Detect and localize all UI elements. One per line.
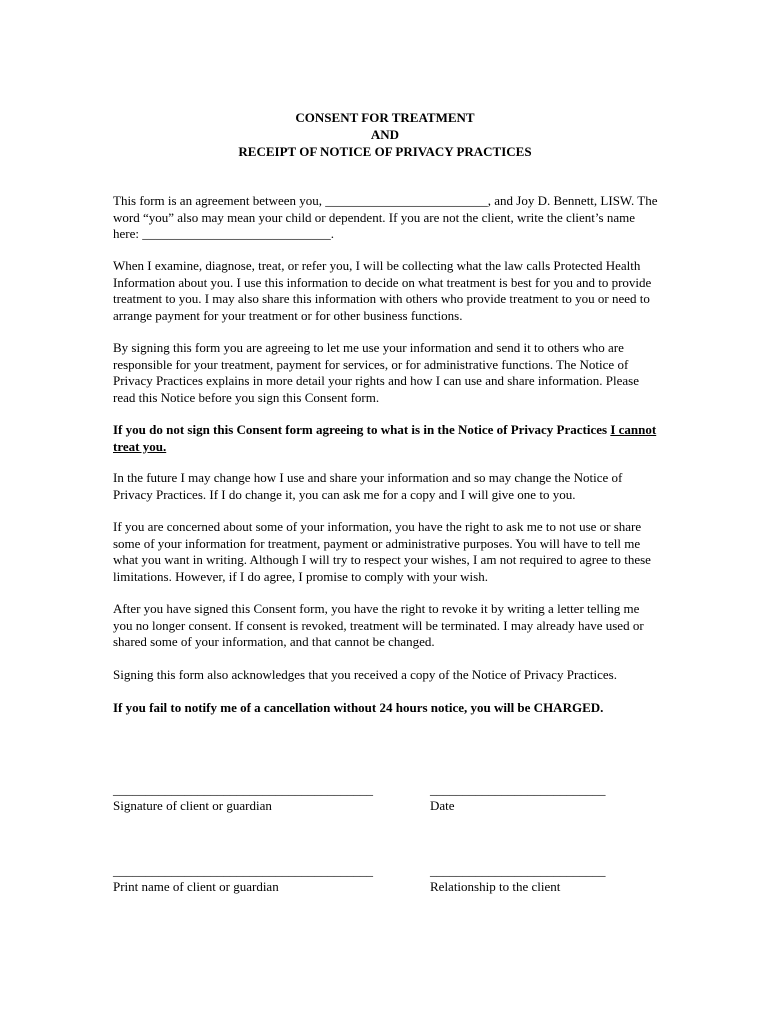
revoke-consent-paragraph: After you have signed this Consent form, you have the right to revoke it by writing a letter telling me you no longer consent. If consent is revoked, treatment will be terminated. I may already have used or shared some of your information, and that cannot be changed. xyxy=(113,601,644,649)
cannot-treat-emphasis: I cannot treat you. xyxy=(113,422,657,454)
print-name-label: Print name of client or guardian xyxy=(113,879,279,894)
agreement-text-a: This form is an agreement between you, xyxy=(113,193,326,208)
title-line-1: CONSENT FOR TREATMENT xyxy=(295,110,475,125)
cannot-treat-paragraph xyxy=(113,422,661,455)
title-line-3: RECEIPT OF NOTICE OF PRIVACY PRACTICES xyxy=(238,144,532,159)
relationship-label: Relationship to the client xyxy=(430,879,561,894)
agreement-paragraph xyxy=(113,193,661,243)
date-label: Date xyxy=(430,798,455,813)
title-line-2: AND xyxy=(370,127,400,142)
acknowledgement-paragraph: Signing this form also acknowledges that you received a copy of the Notice of Privacy Practices. xyxy=(113,667,617,682)
cannot-treat-text: If you do not sign this Consent form agreeing to what is in the Notice of Privacy Practices xyxy=(113,422,611,437)
relationship-field-line[interactable]: ___________________________ xyxy=(430,863,606,878)
dependent-name-blank[interactable]: _____________________________ xyxy=(142,226,331,241)
future-changes-paragraph: In the future I may change how I use and share your information and so may change the Notice of Privacy Practices. If I do change it, you can ask me for a copy and I will give one to you. xyxy=(113,470,623,502)
phi-paragraph: When I examine, diagnose, treat, or refer you, I will be collecting what the law calls Protected Health Information about you. I use this information to decide on what treatment is best for you and to provide treatment to you. I may also share this information with others who provide treatment to you or need to arrange payment for your treatment or for other business functions. xyxy=(113,258,652,323)
agreement-text-b: , and Joy D. Bennett, LISW. The word “you” also may mean your child or dependent. If you are not the client, write the client’s name here: xyxy=(113,193,658,241)
client-name-blank[interactable]: _________________________ xyxy=(325,193,488,208)
agreement-text-c: . xyxy=(330,226,334,241)
date-field-line[interactable]: ___________________________ xyxy=(430,782,606,797)
form-title xyxy=(0,109,770,160)
restrictions-paragraph: If you are concerned about some of your information, you have the right to ask me to not use or share some of your information for treatment, payment or administrative purposes. You will have to tell me what you want in writing. Although I will try to respect your wishes, I am not required to agree to these limitations. However, if I do agree, I promise to comply with your wish. xyxy=(113,519,651,584)
signature-label: Signature of client or guardian xyxy=(113,798,272,813)
print-name-field-line[interactable]: ________________________________________ xyxy=(113,863,373,878)
cancellation-policy-paragraph: If you fail to notify me of a cancellation without 24 hours notice, you will be CHARGED. xyxy=(113,700,604,715)
signing-agreement-paragraph: By signing this form you are agreeing to let me use your information and send it to others who are responsible for your treatment, payment for services, or for administrative functions. The Notice of Privacy Practices explains in more detail your rights and how I can use and share information. Please read this Notice before you sign this Consent form. xyxy=(113,340,639,405)
signature-field-line[interactable]: ________________________________________ xyxy=(113,782,373,797)
